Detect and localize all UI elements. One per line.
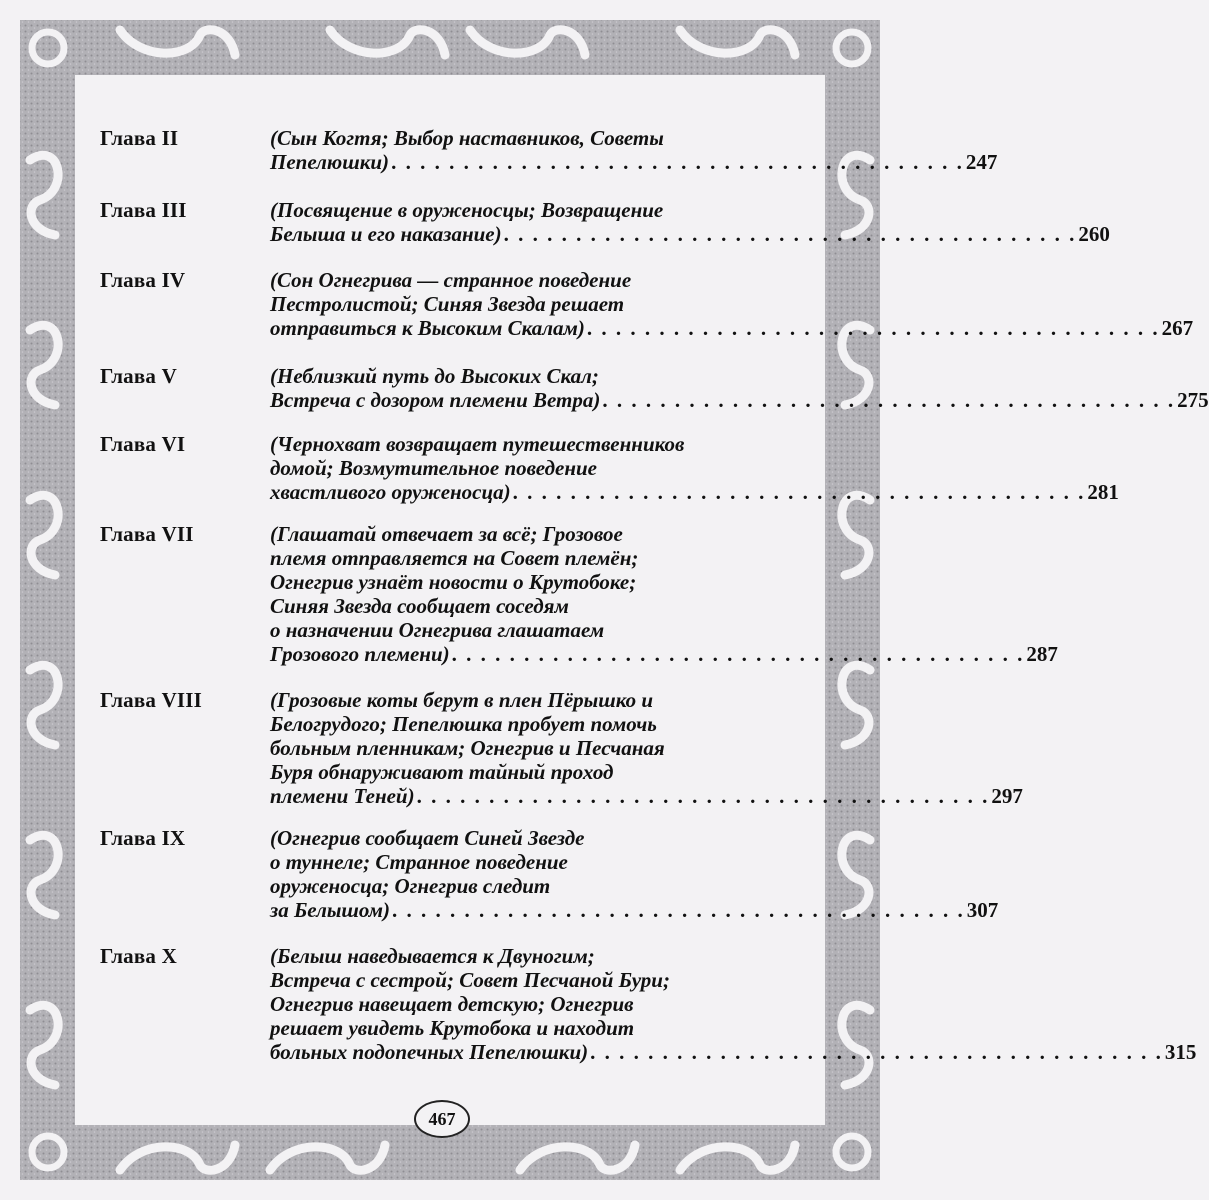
page-number: 467 [414,1100,470,1138]
toc-page-number: 275 [1177,388,1209,412]
chapter-description [270,944,1197,1064]
toc-page-number: 315 [1164,1040,1197,1064]
chapter-description [270,198,1110,246]
description-line: оруженосца; Огнегрив следит [270,874,551,898]
toc-page-number: 260 [1078,222,1110,246]
description-line: (Белыш наведывается к Двуногим; [270,944,595,968]
description-line: племени Теней) [270,784,415,808]
dot-leader: . . . . . . . . . . . . . . . . . . . . . . . . . . . . . . . . . . . . . . . . [391,150,964,174]
chapter-description [270,688,1023,808]
description-last-line [270,642,1058,666]
description-line: Встреча с сестрой; Совет Песчаной Бури; [270,968,670,992]
description-last-line [270,316,1194,340]
description-last-line [270,222,1110,246]
toc-page-number: 247 [965,150,998,174]
chapter-description [270,826,999,922]
toc-page-number: 307 [966,898,999,922]
chapter-title: Глава IX [100,826,186,850]
chapter-title: Глава V [100,364,177,388]
chapter-description [270,364,1209,412]
description-line: (Сын Когтя; Выбор наставников, Советы [270,126,664,150]
description-line: Встреча с дозором племени Ветра) [270,388,601,412]
description-line: Синяя Звезда сообщает соседям [270,594,569,618]
dot-leader: . . . . . . . . . . . . . . . . . . . . . . . . . . . . . . . . . . . . . . . . [512,480,1086,504]
description-line: (Грозовые коты берут в плен Пёрышко и [270,688,653,712]
description-line: о туннеле; Странное поведение [270,850,568,874]
chapter-description [270,522,1058,666]
description-last-line [270,388,1209,412]
chapter-description [270,126,998,174]
description-line: больным пленникам; Огнегрив и Песчаная [270,736,665,760]
dot-leader: . . . . . . . . . . . . . . . . . . . . . . . . . . . . . . . . . . . . . . . . [392,898,965,922]
description-line: (Огнегрив сообщает Синей Звезде [270,826,585,850]
dot-leader: . . . . . . . . . . . . . . . . . . . . . . . . . . . . . . . . . . . . . . . . [590,1040,1163,1064]
chapter-description [270,268,1194,340]
description-line: Грозового племени) [270,642,450,666]
description-line: Пестролистой; Синяя Звезда решает [270,292,625,316]
toc-page-number: 287 [1026,642,1058,666]
description-line: домой; Возмутительное поведение [270,456,598,480]
description-line: (Посвящение в оруженосцы; Возвращение [270,198,664,222]
description-line: Пепелюшки) [270,150,390,174]
description-line: племя отправляется на Совет племён; [270,546,639,570]
dot-leader: . . . . . . . . . . . . . . . . . . . . . . . . . . . . . . . . . . . . . . . . [503,222,1077,246]
chapter-description [270,432,1119,504]
toc-page-number: 267 [1161,316,1194,340]
description-last-line [270,480,1119,504]
description-last-line [270,784,1023,808]
description-line: за Белышом) [270,898,391,922]
description-last-line [270,1040,1197,1064]
description-line: (Глашатай отвечает за всё; Грозовое [270,522,623,546]
chapter-title: Глава X [100,944,177,968]
dot-leader: . . . . . . . . . . . . . . . . . . . . . . . . . . . . . . . . . . . . . . . . [586,316,1160,340]
chapter-title: Глава VIII [100,688,203,712]
chapter-title: Глава VII [100,522,194,546]
description-line: решает увидеть Крутобока и находит [270,1016,635,1040]
description-line: отправиться к Высоким Скалам) [270,316,585,340]
description-line: Буря обнаруживают тайный проход [270,760,614,784]
chapter-title: Глава III [100,198,187,222]
chapter-title: Глава IV [100,268,186,292]
chapter-title: Глава VI [100,432,186,456]
description-line: хвастливого оруженосца) [270,480,511,504]
dot-leader: . . . . . . . . . . . . . . . . . . . . . . . . . . . . . . . . . . . . . . . . [416,784,990,808]
description-line: больных подопечных Пепелюшки) [270,1040,589,1064]
description-last-line [270,150,998,174]
description-line: Огнегрив узнаёт новости о Крутобоке; [270,570,637,594]
description-line: Белыша и его наказание) [270,222,502,246]
chapter-title: Глава II [100,126,179,150]
description-line: Огнегрив навещает детскую; Огнегрив [270,992,634,1016]
description-line: Белогрудого; Пепелюшка пробует помочь [270,712,657,736]
description-line: (Сон Огнегрива — странное поведение [270,268,632,292]
dot-leader: . . . . . . . . . . . . . . . . . . . . . . . . . . . . . . . . . . . . . . . . [602,388,1176,412]
description-line: (Чернохват возвращает путешественников [270,432,685,456]
description-line: (Неблизкий путь до Высоких Скал; [270,364,599,388]
dot-leader: . . . . . . . . . . . . . . . . . . . . . . . . . . . . . . . . . . . . . . . . [451,642,1025,666]
description-last-line [270,898,999,922]
toc-page-number: 297 [991,784,1023,808]
toc-page-number: 281 [1087,480,1119,504]
description-line: о назначении Огнегрива глашатаем [270,618,605,642]
